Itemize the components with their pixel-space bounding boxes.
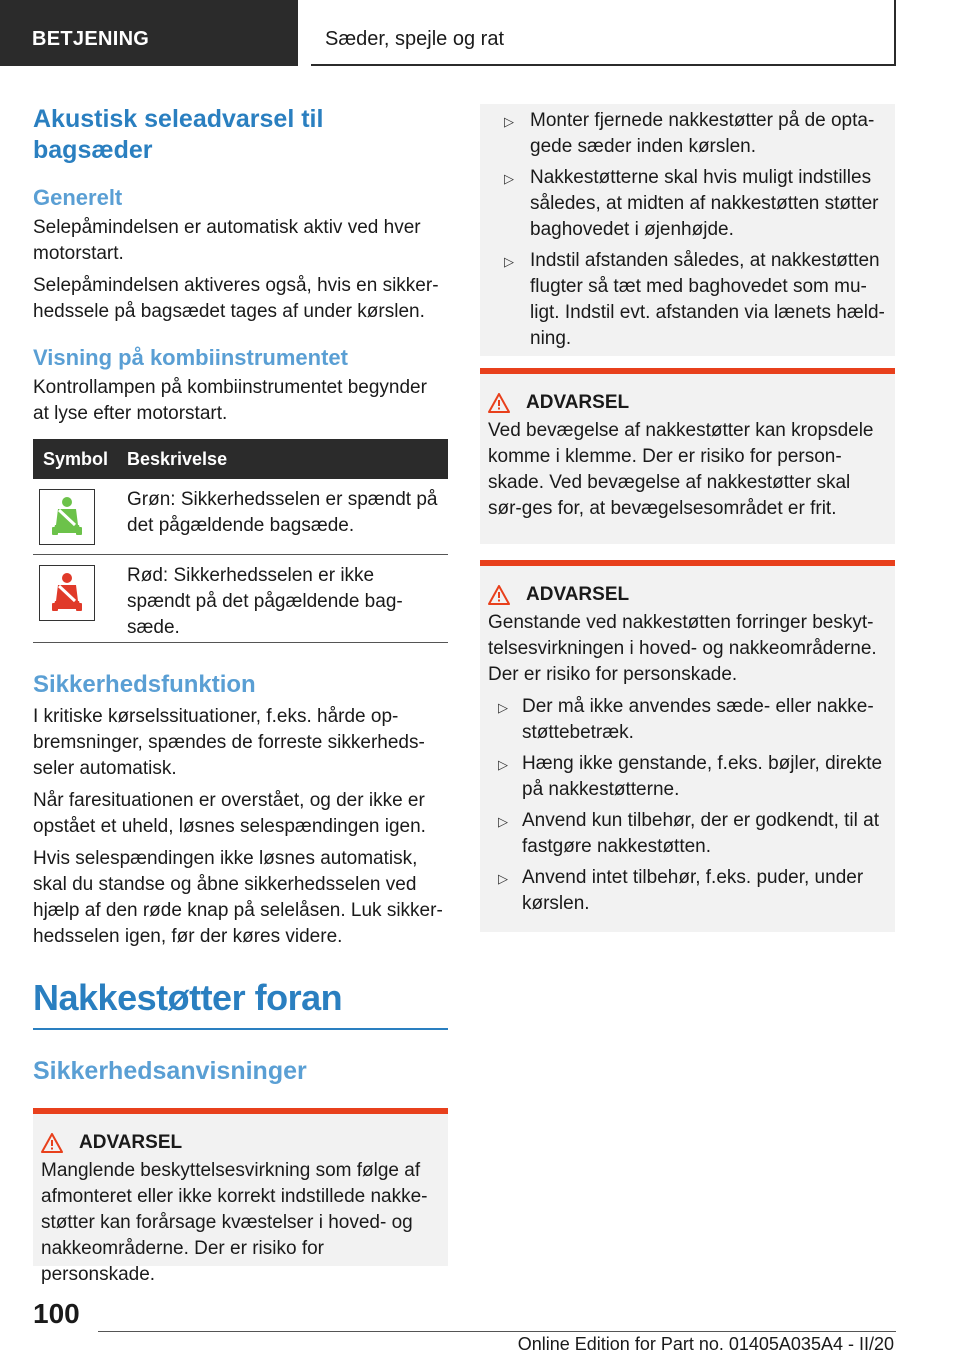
triangle-bullet-icon: ▷ xyxy=(504,254,514,269)
section-label: BETJENING xyxy=(32,28,150,50)
table-row xyxy=(33,555,448,643)
warning-text: Manglende beskyttelsesvirkning som følge af afmonteret eller ikke korrekt indstillede nakke-støtter kan forårsage kvæstelser i hoved- og nakkeområderne. Der er risiko for personskade. xyxy=(41,1159,428,1285)
visning-paragraph: Kontrollampen på kombiinstrumentet begynder at lyse efter motorstart. xyxy=(33,377,427,425)
heading-rule xyxy=(33,1028,448,1030)
anvis-heading: Sikkerhedsanvisninger xyxy=(33,1056,307,1085)
triangle-bullet-icon: ▷ xyxy=(504,171,514,186)
warning-box xyxy=(33,1108,448,1285)
warning-bullet-list xyxy=(488,694,887,917)
indicator-table xyxy=(33,439,448,643)
triangle-bullet-icon: ▷ xyxy=(504,114,514,129)
list-item: ▷ Hæng ikke genstande, f.eks. bøjler, direkte på nakkestøtterne. xyxy=(498,753,883,800)
col-symbol: Symbol xyxy=(43,448,109,469)
page-number: 100 xyxy=(33,1298,80,1329)
col-description: Beskrivelse xyxy=(127,448,228,469)
right-column xyxy=(480,104,895,932)
row-red-description: Rød: Sikkerhedsselen er ikke spændt på det pågældende bag-sæde. xyxy=(127,565,403,639)
generelt-heading: Generelt xyxy=(33,184,123,210)
warning-triangle-icon xyxy=(488,585,510,605)
list-item: ▷ Der må ikke anvendes sæde- eller nakke-støttebetræk. xyxy=(498,696,874,743)
chapter-label: Sæder, spejle og rat xyxy=(325,28,504,50)
triangle-bullet-icon: ▷ xyxy=(498,757,508,772)
seatbelt-green-icon xyxy=(39,489,95,545)
visning-heading: Visning på kombiinstrumentet xyxy=(33,344,348,370)
table-row xyxy=(33,479,448,555)
generelt-paragraph-2: Selepåmindelsen aktiveres også, hvis en sikker-hedssele på bagsædet tages af under kørslen. xyxy=(33,274,439,322)
table-header xyxy=(33,439,448,479)
list-item: ▷ Anvend kun tilbehør, der er godkendt, til at fastgøre nakkestøtten. xyxy=(498,810,879,857)
triangle-bullet-icon: ▷ xyxy=(498,700,508,715)
list-item: ▷ Anvend intet tilbehør, f.eks. puder, under kørslen. xyxy=(498,867,864,914)
triangle-bullet-icon: ▷ xyxy=(498,814,508,829)
warning-title: ADVARSEL xyxy=(79,1131,183,1153)
row-green-description: Grøn: Sikkerhedsselen er spændt på det pågældende bagsæde. xyxy=(127,489,438,537)
warning-text: Ved bevægelse af nakkestøtter kan kropsdele komme i klemme. Der er risiko for person-skade. Ved bevægelse af nakkestøtter skal sør-ges for, at bevægelsesområdet er frit. xyxy=(488,420,874,519)
sikkerhed-paragraph-2: Når faresituationen er overstået, og der ikke er opstået et uheld, løsnes selespændingen igen. xyxy=(33,790,426,838)
sikkerhed-paragraph-3: Hvis selespændingen ikke løsnes automatisk, skal du standse og åbne sikkerhedsselen ved hjælp af den røde knap på selelåsen. Luk sikker-hedsselen igen, før der køres videre. xyxy=(33,848,443,948)
warning-triangle-icon xyxy=(488,393,510,413)
bullet-box xyxy=(480,104,895,356)
section-tab xyxy=(0,0,298,66)
seatbelt-red-icon xyxy=(39,565,95,621)
warning-box xyxy=(480,368,895,544)
list-item: ▷ Monter fjernede nakkestøtter på de opta-gede sæder inden kørslen. xyxy=(504,110,875,157)
sikkerhed-heading: Sikkerhedsfunktion xyxy=(33,671,256,699)
edition-text: Online Edition for Part no. 01405A035A4 - II/20 xyxy=(517,1334,894,1354)
generelt-paragraph-1: Selepåmindelsen er automatisk aktiv ved hver motorstart. xyxy=(33,216,421,264)
list-item: ▷ Nakkestøtterne skal hvis muligt indstilles således, at midten af nakkestøtten støtter baghovedet i øjenhøjde. xyxy=(504,167,879,240)
footer-rule xyxy=(98,1331,896,1332)
section-title: Akustisk seleadvarsel til bagsæder xyxy=(33,105,324,165)
nakke-heading: Nakkestøtter foran xyxy=(33,977,343,1019)
warning-title: ADVARSEL xyxy=(526,584,630,605)
left-column xyxy=(33,104,448,1285)
page-header xyxy=(0,0,960,66)
bullet-list xyxy=(488,108,885,352)
sikkerhed-paragraph-1: I kritiske kørselssituationer, f.eks. hårde op-bremsninger, spændes de forreste sikkerheds-seler automatisk. xyxy=(33,706,425,780)
warning-text: Genstande ved nakkestøtten forringer beskyt-telsesvirkningen i hoved- og nakkeområderne. Der er risiko for personskade. xyxy=(488,612,877,685)
warning-triangle-icon xyxy=(41,1133,63,1153)
triangle-bullet-icon: ▷ xyxy=(498,871,508,886)
chapter-tab xyxy=(311,0,896,66)
list-item: ▷ Indstil afstanden således, at nakkestøtten flugter så tæt med baghovedet som mu-ligt. Indstil evt. afstanden via lænets hæld-ning. xyxy=(504,250,885,349)
warning-title: ADVARSEL xyxy=(526,392,630,413)
warning-box xyxy=(480,560,895,932)
